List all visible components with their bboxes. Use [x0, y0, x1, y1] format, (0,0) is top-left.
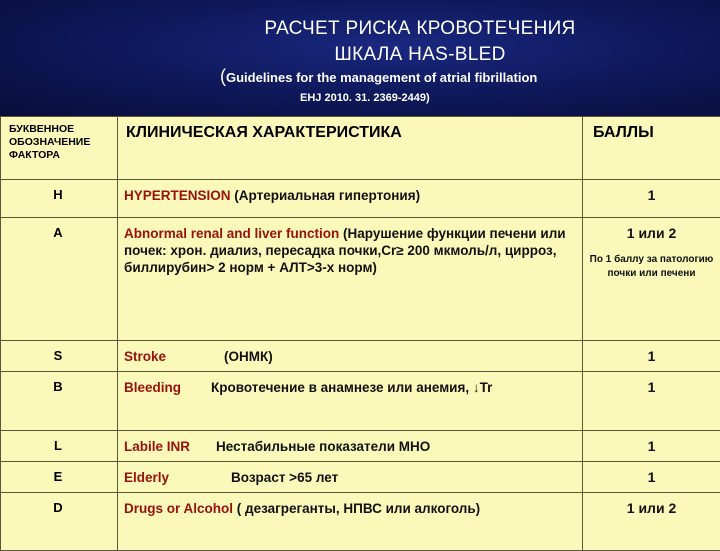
factor-russian: ( дезагреганты, НПВС или алкоголь): [233, 501, 480, 516]
factor-english: Stroke: [124, 349, 166, 364]
factor-description: [118, 493, 583, 551]
factor-description: [118, 431, 583, 462]
factor-english: Drugs or Alcohol: [124, 501, 233, 516]
table-header-row: [1, 117, 720, 180]
factor-english: Bleeding: [124, 380, 181, 395]
table-row: [1, 372, 720, 431]
factor-english: Abnormal renal and liver function: [124, 226, 339, 241]
table-row: [1, 493, 720, 551]
column-header-characteristic: КЛИНИЧЕСКАЯ ХАРАКТЕРИСТИКА: [118, 117, 583, 180]
factor-code: A: [1, 218, 118, 341]
factor-score: 1: [583, 372, 720, 431]
subtitle-line-1: [220, 66, 580, 87]
table-row: [1, 462, 720, 493]
factor-score: 1: [583, 341, 720, 372]
factor-description: [118, 341, 583, 372]
factor-code: S: [1, 341, 118, 372]
factor-russian: (Артериальная гипертония): [231, 188, 421, 203]
table-row: [1, 341, 720, 372]
factor-code: B: [1, 372, 118, 431]
factor-english: Elderly: [124, 470, 169, 485]
table-row: [1, 218, 720, 341]
factor-score: 1: [583, 180, 720, 218]
factor-russian: (ОНМК): [224, 349, 273, 364]
factor-russian: Нестабильные показатели МНО: [216, 439, 430, 454]
factor-description: [118, 372, 583, 431]
factor-russian: Возраст >65 лет: [231, 470, 338, 485]
slide-header: [0, 0, 720, 116]
factor-description: [118, 462, 583, 493]
has-bled-table: [0, 116, 720, 551]
title-line-1: РАСЧЕТ РИСКА КРОВОТЕЧЕНИЯ: [120, 18, 720, 40]
factor-description: [118, 180, 583, 218]
factor-score: 1: [583, 431, 720, 462]
factor-english: HYPERTENSION: [124, 188, 231, 203]
factor-russian: (Нарушение функции печени или почек: хрон. диализ, пересадка почки,Cr≥ 200 мкмоль/л, цирроз, биллирубин> 2 норм + АЛТ>3-х норм): [124, 226, 566, 275]
column-header-score: БАЛЛЫ: [583, 117, 720, 180]
subtitle-text: Guidelines for the management of atrial fibrillation: [226, 70, 537, 85]
factor-code: E: [1, 462, 118, 493]
factor-score: 1: [583, 462, 720, 493]
table-row: [1, 180, 720, 218]
factor-russian: Кровотечение в анамнезе или анемия, ↓Tr: [211, 380, 492, 395]
factor-score-cell: [583, 218, 720, 341]
factor-code: H: [1, 180, 118, 218]
factor-score: 1 или 2: [583, 225, 720, 241]
column-header-code: БУКВЕННОЕ ОБОЗНАЧЕНИЕ ФАКТОРА: [1, 117, 118, 180]
open-paren: (: [220, 66, 226, 86]
factor-code: L: [1, 431, 118, 462]
table-row: [1, 431, 720, 462]
subtitle-line-2: EHJ 2010. 31. 2369-2449): [300, 92, 500, 104]
factor-english: Labile INR: [124, 439, 190, 454]
factor-description: [118, 218, 583, 341]
factor-code: D: [1, 493, 118, 551]
factor-score: 1 или 2: [583, 493, 720, 551]
title-line-2: ШКАЛА HAS-BLED: [120, 44, 720, 66]
score-note: По 1 баллу за патологию почки или печени: [583, 253, 720, 281]
